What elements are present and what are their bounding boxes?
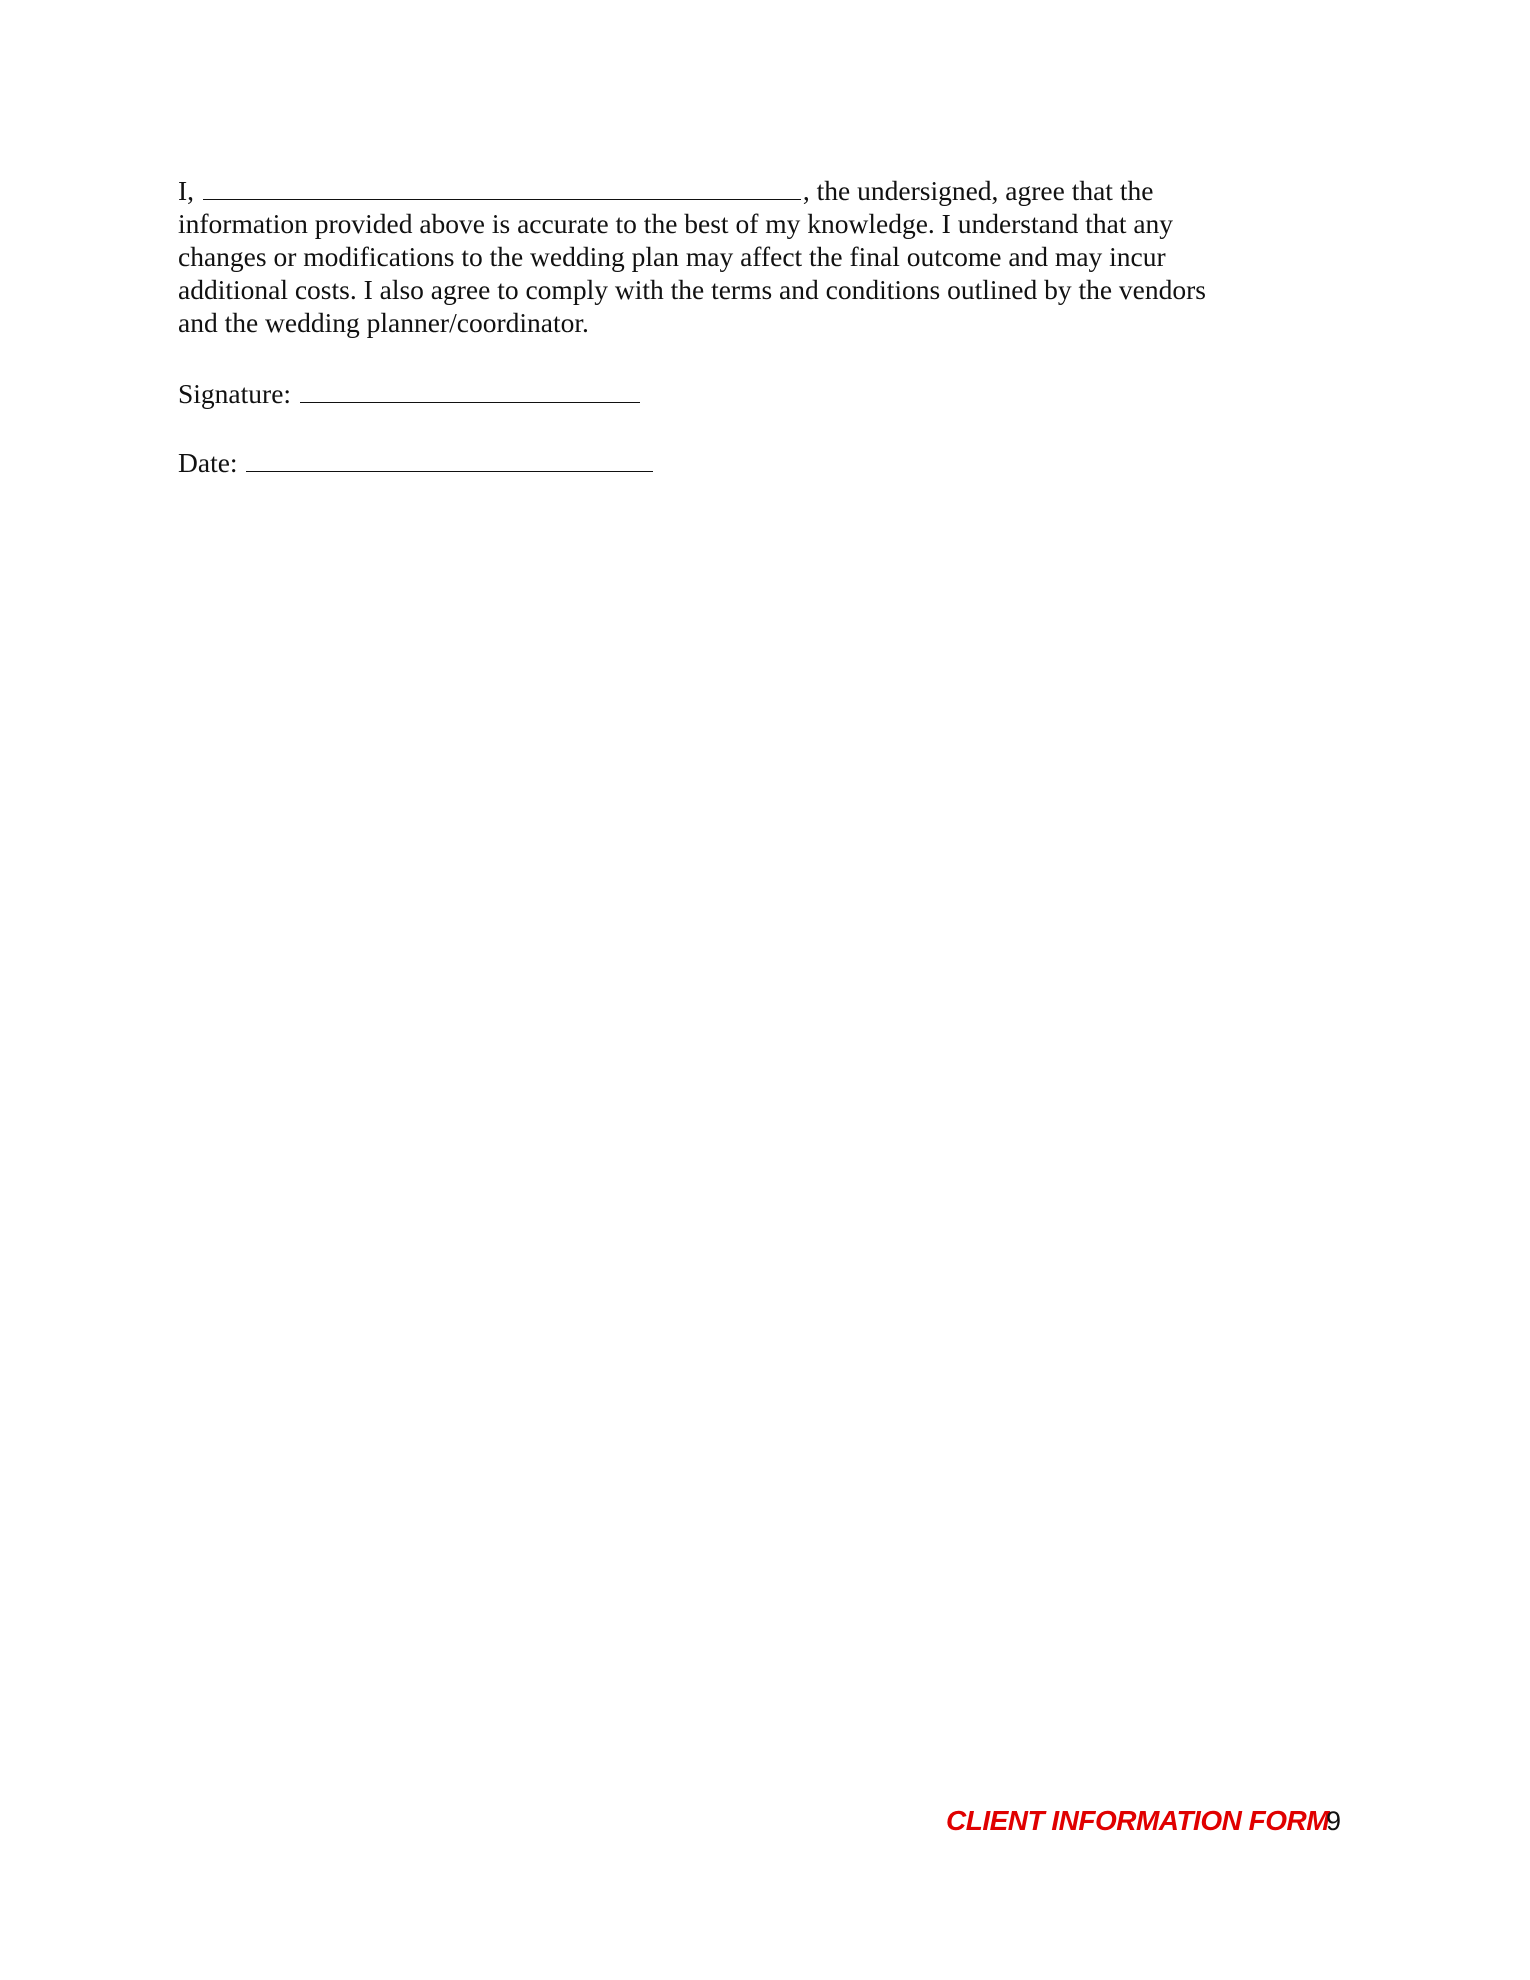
page-number: 9 bbox=[1326, 1806, 1342, 1836]
agreement-line1-suffix: , the undersigned, agree that the bbox=[802, 175, 1154, 206]
signature-label: Signature: bbox=[178, 378, 292, 409]
date-label: Date: bbox=[178, 447, 238, 478]
agreement-line: additional costs. I also agree to comply with the terms and conditions outlined by the vendors bbox=[178, 274, 1206, 305]
signature-blank-field[interactable] bbox=[300, 378, 640, 403]
agreement-paragraph bbox=[178, 174, 1206, 339]
agreement-line: changes or modifications to the wedding plan may affect the final outcome and may incur bbox=[178, 241, 1166, 272]
agreement-line: information provided above is accurate to the best of my knowledge. I understand that any bbox=[178, 208, 1174, 239]
footer-title: CLIENT INFORMATION FORM bbox=[946, 1805, 1330, 1836]
name-blank-field[interactable] bbox=[203, 175, 801, 200]
date-row bbox=[178, 447, 655, 479]
agreement-prefix: I, bbox=[178, 175, 195, 206]
agreement-line: and the wedding planner/coordinator. bbox=[178, 307, 589, 338]
date-blank-field[interactable] bbox=[246, 447, 653, 472]
agreement-line-1 bbox=[178, 174, 1206, 207]
signature-row bbox=[178, 378, 642, 410]
